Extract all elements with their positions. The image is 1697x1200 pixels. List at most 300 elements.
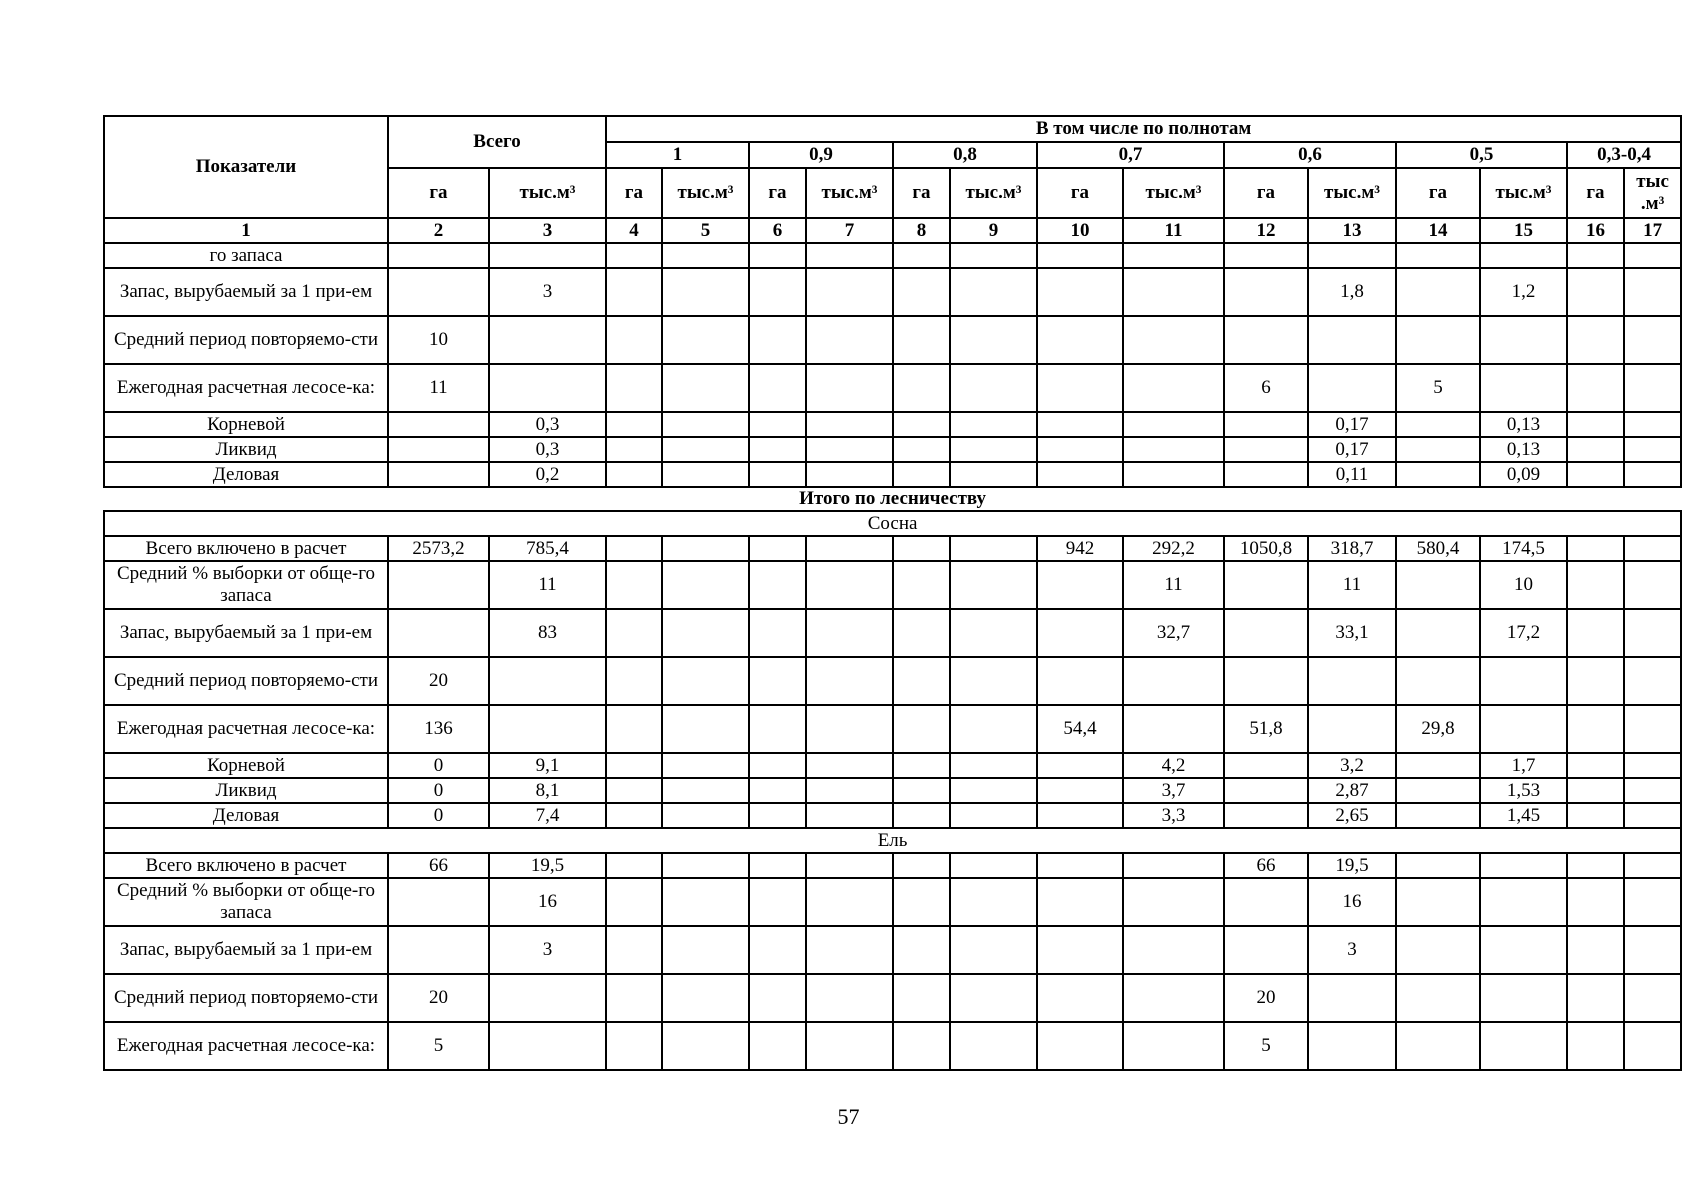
table-cell [1480, 1022, 1567, 1070]
table-cell [489, 316, 606, 364]
table-cell [489, 974, 606, 1022]
table-cell: 0,3 [489, 412, 606, 437]
table-row [104, 878, 1681, 926]
table-cell [749, 316, 806, 364]
table-cell [950, 705, 1037, 753]
table-cell [1224, 803, 1308, 828]
unit-ha-header: га [893, 168, 950, 218]
table-cell [388, 561, 489, 609]
table-cell: 11 [388, 364, 489, 412]
table-cell [606, 753, 662, 778]
table-cell [1123, 268, 1224, 316]
table-cell [388, 412, 489, 437]
table-cell [662, 561, 749, 609]
table-cell [806, 316, 893, 364]
density-header: 0,7 [1037, 142, 1224, 168]
table-cell [950, 878, 1037, 926]
table-cell [806, 657, 893, 705]
table-cell: 0 [388, 778, 489, 803]
table-cell: 5 [1224, 1022, 1308, 1070]
table-cell [1308, 364, 1396, 412]
table-cell [1624, 974, 1681, 1022]
table-cell [1567, 974, 1624, 1022]
table-cell [893, 316, 950, 364]
table-cell [749, 753, 806, 778]
table-row [104, 536, 1681, 561]
table-cell [1308, 657, 1396, 705]
table-cell [1624, 536, 1681, 561]
table-cell [1123, 853, 1224, 878]
table-cell [893, 803, 950, 828]
row-label: Ежегодная расчетная лесосе-ка: [104, 1022, 388, 1070]
table-cell [950, 609, 1037, 657]
table-cell [662, 609, 749, 657]
table-cell [662, 853, 749, 878]
table-row [104, 657, 1681, 705]
table-cell [662, 268, 749, 316]
table-cell [893, 609, 950, 657]
table-cell [893, 878, 950, 926]
table-cell [1037, 657, 1123, 705]
table-cell [606, 974, 662, 1022]
table-cell: 0,09 [1480, 462, 1567, 487]
table-cell [1037, 974, 1123, 1022]
row-label: Корневой [104, 753, 388, 778]
table-cell [1567, 705, 1624, 753]
table-cell: 6 [1224, 364, 1308, 412]
table-cell: 3 [1308, 926, 1396, 974]
table-cell: 292,2 [1123, 536, 1224, 561]
table-cell [950, 437, 1037, 462]
table-cell [1480, 974, 1567, 1022]
column-number: 7 [806, 218, 893, 243]
column-number: 14 [1396, 218, 1480, 243]
table-cell [893, 536, 950, 561]
table-cell [749, 657, 806, 705]
table-cell: 16 [1308, 878, 1396, 926]
table-cell [606, 657, 662, 705]
table-cell [388, 462, 489, 487]
table-cell: 3 [489, 926, 606, 974]
row-label: Корневой [104, 412, 388, 437]
table-cell [1396, 316, 1480, 364]
table-cell [806, 926, 893, 974]
by-density-header: В том числе по полнотам [606, 116, 1681, 142]
table-cell [1480, 243, 1567, 268]
table-cell: 0,13 [1480, 437, 1567, 462]
table-cell [749, 268, 806, 316]
table-cell [1123, 316, 1224, 364]
table-cell [1624, 437, 1681, 462]
table-cell [749, 609, 806, 657]
table-row [104, 364, 1681, 412]
table-cell [806, 778, 893, 803]
row-label: Средний период повторяемо-сти [104, 316, 388, 364]
table-cell [893, 364, 950, 412]
table-cell [806, 974, 893, 1022]
table-cell [1037, 316, 1123, 364]
column-number-row [104, 218, 1681, 243]
table-cell [1396, 926, 1480, 974]
table-cell [489, 1022, 606, 1070]
species-label: Ель [104, 828, 1681, 853]
table-row [104, 462, 1681, 487]
unit-volume-header: тыс.м³ [806, 168, 893, 218]
table-cell [1567, 462, 1624, 487]
table-cell [1396, 974, 1480, 1022]
table-cell [606, 364, 662, 412]
table-cell [1567, 437, 1624, 462]
table-cell [1037, 412, 1123, 437]
table-cell: 1,8 [1308, 268, 1396, 316]
row-label: Средний период повторяемо-сти [104, 974, 388, 1022]
table-cell [1123, 878, 1224, 926]
unit-ha-header: га [1567, 168, 1624, 218]
table-cell: 29,8 [1396, 705, 1480, 753]
total-header: Всего [388, 116, 606, 168]
table-cell: 5 [388, 1022, 489, 1070]
table-cell [749, 243, 806, 268]
table-cell [489, 657, 606, 705]
table-cell [749, 412, 806, 437]
table-cell [893, 705, 950, 753]
table-cell [1396, 268, 1480, 316]
unit-ha-header: га [388, 168, 489, 218]
table-cell [1624, 364, 1681, 412]
table-cell [1396, 753, 1480, 778]
table-cell [749, 364, 806, 412]
table-cell [1037, 753, 1123, 778]
table-cell [1624, 1022, 1681, 1070]
table-cell [1037, 462, 1123, 487]
table-cell [1224, 926, 1308, 974]
section-title: Итого по лесничеству [104, 487, 1681, 511]
row-label: Запас, вырубаемый за 1 при-ем [104, 609, 388, 657]
table-header [104, 116, 1681, 243]
table-cell [1224, 268, 1308, 316]
table-cell [1224, 609, 1308, 657]
table-cell [806, 853, 893, 878]
table-cell [1037, 853, 1123, 878]
row-label: го запаса [104, 243, 388, 268]
table-cell [1037, 561, 1123, 609]
table-cell [749, 437, 806, 462]
table-cell [1123, 437, 1224, 462]
table-cell [1123, 364, 1224, 412]
table-cell: 942 [1037, 536, 1123, 561]
table-cell [1567, 1022, 1624, 1070]
table-cell [1624, 657, 1681, 705]
table-cell: 3,2 [1308, 753, 1396, 778]
table-cell [806, 412, 893, 437]
table-cell [1567, 926, 1624, 974]
table-cell: 19,5 [489, 853, 606, 878]
column-number: 2 [388, 218, 489, 243]
table-cell [1308, 243, 1396, 268]
row-label: Запас, вырубаемый за 1 при-ем [104, 926, 388, 974]
table-cell [606, 803, 662, 828]
table-cell [388, 926, 489, 974]
column-number: 9 [950, 218, 1037, 243]
column-number: 4 [606, 218, 662, 243]
density-header: 0,8 [893, 142, 1037, 168]
table-cell [1567, 364, 1624, 412]
table-cell [606, 462, 662, 487]
unit-ha-header: га [749, 168, 806, 218]
table-cell [1037, 609, 1123, 657]
table-cell [1224, 657, 1308, 705]
section-title-row [104, 487, 1681, 511]
table-cell [950, 364, 1037, 412]
table-cell [1037, 243, 1123, 268]
table-body [104, 243, 1681, 1070]
table-cell [1567, 268, 1624, 316]
unit-volume-header: тыс.м³ [950, 168, 1037, 218]
table-cell [1123, 462, 1224, 487]
table-row [104, 243, 1681, 268]
table-cell [1224, 878, 1308, 926]
density-header: 1 [606, 142, 749, 168]
table-cell [749, 778, 806, 803]
table-cell [662, 657, 749, 705]
table-cell [1624, 462, 1681, 487]
table-cell [662, 462, 749, 487]
table-cell: 8,1 [489, 778, 606, 803]
table-row [104, 705, 1681, 753]
table-cell [1624, 561, 1681, 609]
table-cell [1123, 705, 1224, 753]
table-cell [1624, 778, 1681, 803]
table-cell [1037, 364, 1123, 412]
table-cell [1567, 412, 1624, 437]
table-row [104, 1022, 1681, 1070]
table-cell: 11 [489, 561, 606, 609]
table-cell [749, 462, 806, 487]
table-row [104, 853, 1681, 878]
table-cell [1480, 878, 1567, 926]
table-cell [749, 705, 806, 753]
table-cell: 10 [388, 316, 489, 364]
table-cell [1396, 657, 1480, 705]
table-cell [1396, 412, 1480, 437]
table-cell: 1,53 [1480, 778, 1567, 803]
table-cell: 66 [1224, 853, 1308, 878]
table-cell [1624, 609, 1681, 657]
table-cell [749, 1022, 806, 1070]
table-cell [1624, 705, 1681, 753]
table-row [104, 268, 1681, 316]
table-cell [1037, 878, 1123, 926]
column-number: 6 [749, 218, 806, 243]
table-cell [893, 437, 950, 462]
table-cell [1480, 705, 1567, 753]
table-cell [1624, 803, 1681, 828]
table-cell [893, 926, 950, 974]
table-cell [1123, 657, 1224, 705]
table-cell [388, 437, 489, 462]
table-row [104, 437, 1681, 462]
table-row [104, 609, 1681, 657]
unit-volume-header: тыс.м³ [662, 168, 749, 218]
table-cell [1396, 609, 1480, 657]
table-cell: 10 [1480, 561, 1567, 609]
table-cell: 3 [489, 268, 606, 316]
table-cell: 4,2 [1123, 753, 1224, 778]
table-cell [806, 878, 893, 926]
table-cell [1624, 853, 1681, 878]
table-cell [606, 536, 662, 561]
row-label: Деловая [104, 803, 388, 828]
table-cell [1624, 316, 1681, 364]
table-cell: 20 [388, 974, 489, 1022]
unit-ha-header: га [606, 168, 662, 218]
table-cell: 66 [388, 853, 489, 878]
table-cell [749, 561, 806, 609]
table-cell: 83 [489, 609, 606, 657]
table-cell [806, 536, 893, 561]
table-cell [606, 561, 662, 609]
table-cell [1308, 974, 1396, 1022]
table-cell: 54,4 [1037, 705, 1123, 753]
table-cell: 2,65 [1308, 803, 1396, 828]
table-row [104, 803, 1681, 828]
table-cell: 1050,8 [1224, 536, 1308, 561]
table-cell [1567, 657, 1624, 705]
density-header: 0,3-0,4 [1567, 142, 1681, 168]
table-cell [1308, 1022, 1396, 1070]
table-cell [1123, 926, 1224, 974]
species-row [104, 511, 1681, 536]
column-number: 11 [1123, 218, 1224, 243]
table-cell [1224, 243, 1308, 268]
table-cell [1567, 609, 1624, 657]
row-label: Деловая [104, 462, 388, 487]
unit-volume-header: тыс.м³ [1123, 168, 1224, 218]
table-cell: 174,5 [1480, 536, 1567, 561]
table-cell [388, 878, 489, 926]
column-number: 3 [489, 218, 606, 243]
row-label: Всего включено в расчет [104, 536, 388, 561]
table-cell [662, 974, 749, 1022]
column-number: 12 [1224, 218, 1308, 243]
table-cell [1037, 803, 1123, 828]
table-cell [662, 1022, 749, 1070]
table-cell: 51,8 [1224, 705, 1308, 753]
table-cell [893, 753, 950, 778]
table-cell [806, 243, 893, 268]
table-cell [662, 878, 749, 926]
table-cell: 136 [388, 705, 489, 753]
table-cell [489, 243, 606, 268]
table-cell: 33,1 [1308, 609, 1396, 657]
table-cell [489, 705, 606, 753]
row-label: Ежегодная расчетная лесосе-ка: [104, 364, 388, 412]
table-cell [806, 705, 893, 753]
row-label: Ликвид [104, 778, 388, 803]
table-cell [950, 753, 1037, 778]
table-cell [1567, 853, 1624, 878]
table-cell [950, 926, 1037, 974]
table-cell: 11 [1123, 561, 1224, 609]
table-cell [1224, 561, 1308, 609]
table-cell [893, 853, 950, 878]
table-cell [749, 878, 806, 926]
table-cell [662, 705, 749, 753]
table-cell [662, 243, 749, 268]
table-cell [749, 926, 806, 974]
table-cell [606, 853, 662, 878]
table-cell [806, 462, 893, 487]
table-cell [950, 974, 1037, 1022]
table-cell: 7,4 [489, 803, 606, 828]
indicators-header: Показатели [104, 116, 388, 218]
table-cell [1396, 803, 1480, 828]
table-cell: 17,2 [1480, 609, 1567, 657]
table-cell [893, 412, 950, 437]
table-cell [950, 778, 1037, 803]
table-cell [806, 803, 893, 828]
table-cell [1480, 926, 1567, 974]
table-cell [1224, 778, 1308, 803]
table-row [104, 753, 1681, 778]
table-cell: 3,3 [1123, 803, 1224, 828]
page-number: 57 [837, 1104, 860, 1129]
table-cell: 785,4 [489, 536, 606, 561]
table-cell [950, 412, 1037, 437]
table-cell [606, 316, 662, 364]
table-cell [1567, 803, 1624, 828]
density-header: 0,6 [1224, 142, 1396, 168]
table-cell [388, 609, 489, 657]
table-row [104, 974, 1681, 1022]
table-cell [606, 412, 662, 437]
table-cell [606, 705, 662, 753]
table-cell: 11 [1308, 561, 1396, 609]
table-cell [1308, 316, 1396, 364]
table-cell [1624, 878, 1681, 926]
table-cell [489, 364, 606, 412]
column-number: 13 [1308, 218, 1396, 243]
row-label: Средний период повторяемо-сти [104, 657, 388, 705]
table-cell [1480, 316, 1567, 364]
table-cell [1624, 926, 1681, 974]
table-cell [893, 1022, 950, 1070]
unit-volume-header: тыс.м³ [1308, 168, 1396, 218]
row-label: Запас, вырубаемый за 1 при-ем [104, 268, 388, 316]
table-cell [1224, 316, 1308, 364]
table-cell [893, 243, 950, 268]
table-cell [1396, 561, 1480, 609]
table-cell [1624, 412, 1681, 437]
table-cell [1123, 412, 1224, 437]
column-number: 16 [1567, 218, 1624, 243]
column-number: 17 [1624, 218, 1681, 243]
table-cell: 0,17 [1308, 437, 1396, 462]
table-cell [893, 778, 950, 803]
unit-ha-header: га [1396, 168, 1480, 218]
table-row [104, 778, 1681, 803]
table-cell: 1,45 [1480, 803, 1567, 828]
table-cell [662, 437, 749, 462]
table-cell [893, 462, 950, 487]
table-cell [893, 268, 950, 316]
table-cell [1396, 437, 1480, 462]
table-cell [606, 609, 662, 657]
table-cell [806, 609, 893, 657]
table-cell [749, 803, 806, 828]
table-cell [1480, 853, 1567, 878]
density-header: 0,9 [749, 142, 893, 168]
